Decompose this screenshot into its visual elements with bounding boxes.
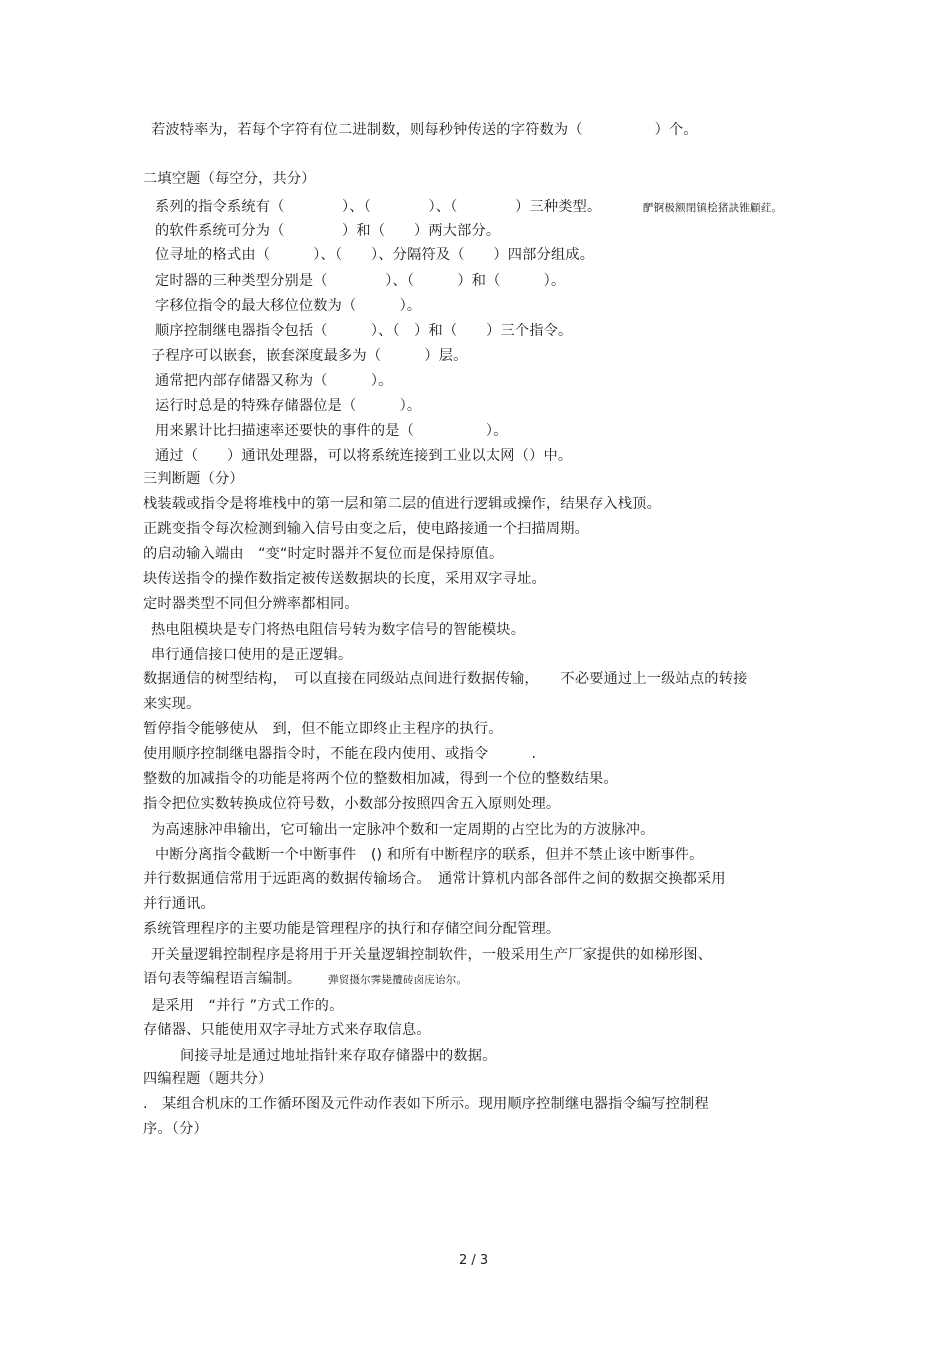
text-line: 并行数据通信常用于远距离的数据传输场合。 通常计算机内部各部件之间的数据交换都采用 <box>143 871 726 887</box>
text-line: 来实现。 <box>143 696 201 712</box>
text-line: 通常把内部存储器又称为（ ）。 <box>155 373 393 389</box>
text-line: 定时器的三种类型分别是（ ）、（ ）和（ ）。 <box>155 273 566 289</box>
text-line: 通过（ ）通讯处理器，可以将系统连接到工业以太网（）中。 <box>155 448 573 464</box>
text-line: 热电阻模块是专门将热电阻信号转为数字信号的智能模块。 <box>151 622 526 638</box>
page-number: 2 / 3 <box>459 1253 489 1268</box>
text-line: 语句表等编程语言编制。 <box>143 971 302 987</box>
text-line: . 某组合机床的工作循环图及元件动作表如下所示。现用顺序控制继电器指令编写控制程 <box>143 1096 709 1112</box>
text-line: 并行通讯。 <box>143 896 215 912</box>
text-line: 栈装载或指令是将堆栈中的第一层和第二层的值进行逻辑或操作，结果存入栈顶。 <box>143 496 661 512</box>
text-line: 系列的指令系统有（ ）、（ ）、（ ）三种类型。 <box>155 199 602 215</box>
text-line: 开关量逻辑控制程序是将用于开关量逻辑控制软件，一般采用生产厂家提供的如梯形图、 <box>151 947 713 963</box>
text-line: 间接寻址是通过地址指针来存取存储器中的数据。 <box>180 1048 497 1064</box>
text-line: 块传送指令的操作数指定被传送数据块的长度，采用双字寻址。 <box>143 571 546 587</box>
text-line: 运行时总是的特殊存储器位是（ ）。 <box>155 398 422 414</box>
garbled-text: 酽锕极额閉镇桧猪訣锥顧荭。 <box>643 202 783 214</box>
text-line: 暂停指令能够使从 到，但不能立即终止主程序的执行。 <box>143 721 503 737</box>
text-line: 是采用 “并行 ”方式工作的。 <box>151 998 344 1014</box>
text-line: 序。（分） <box>143 1121 208 1137</box>
text-line: 指令把位实数转换成位符号数，小数部分按照四舍五入原则处理。 <box>143 796 561 812</box>
text-line: 子程序可以嵌套，嵌套深度最多为（ ）层。 <box>151 348 468 364</box>
text-line: 顺序控制继电器指令包括（ ）、（ ）和（ ）三个指令。 <box>155 323 573 339</box>
garbled-text: 弾贸摄尔霁毙攬砖卤庑诒尔。 <box>328 974 468 986</box>
section-heading: 二填空题（每空分，共分） <box>143 171 316 187</box>
text-line: 用来累计比扫描速率还要快的事件的是（ ）。 <box>155 423 508 439</box>
text-line: 系统管理程序的主要功能是管理程序的执行和存储空间分配管理。 <box>143 921 561 937</box>
section-heading: 四编程题（题共分） <box>143 1071 273 1087</box>
text-line: 位寻址的格式由（ ）、（ ）、分隔符及（ ）四部分组成。 <box>155 247 595 263</box>
text-line: 的软件系统可分为（ ）和（ ）两大部分。 <box>155 223 501 239</box>
text-line: 字移位指令的最大移位位数为（ ）。 <box>155 298 422 314</box>
text-line: 为高速脉冲串输出，它可输出一定脉冲个数和一定周期的占空比为的方波脉冲。 <box>151 822 655 838</box>
text-line: 整数的加减指令的功能是将两个位的整数相加减，得到一个位的整数结果。 <box>143 771 618 787</box>
text-line: 的启动输入端由 “变“时定时器并不复位而是保持原值。 <box>143 546 504 562</box>
text-line: 正跳变指令每次检测到输入信号由变之后，使电路接通一个扫描周期。 <box>143 521 590 537</box>
text-line: 数据通信的树型结构， 可以直接在同级站点间进行数据传输， 不必要通过上一级站点的转接 <box>143 671 748 687</box>
section-heading: 三判断题（分） <box>143 471 244 487</box>
text-line: 中断分离指令截断一个中断事件 () 和所有中断程序的联系，但并不禁止该中断事件。 <box>155 847 704 863</box>
text-line: 定时器类型不同但分辨率都相同。 <box>143 596 359 612</box>
text-line: 存储器、只能使用双字寻址方式来存取信息。 <box>143 1022 431 1038</box>
text-line: 使用顺序控制继电器指令时，不能在段内使用、或指令 . <box>143 746 537 762</box>
text-line: 串行通信接口使用的是正逻辑。 <box>151 647 353 663</box>
text-line: 若波特率为，若每个字符有位二进制数，则每秒钟传送的字符数为（ ）个。 <box>151 122 698 138</box>
